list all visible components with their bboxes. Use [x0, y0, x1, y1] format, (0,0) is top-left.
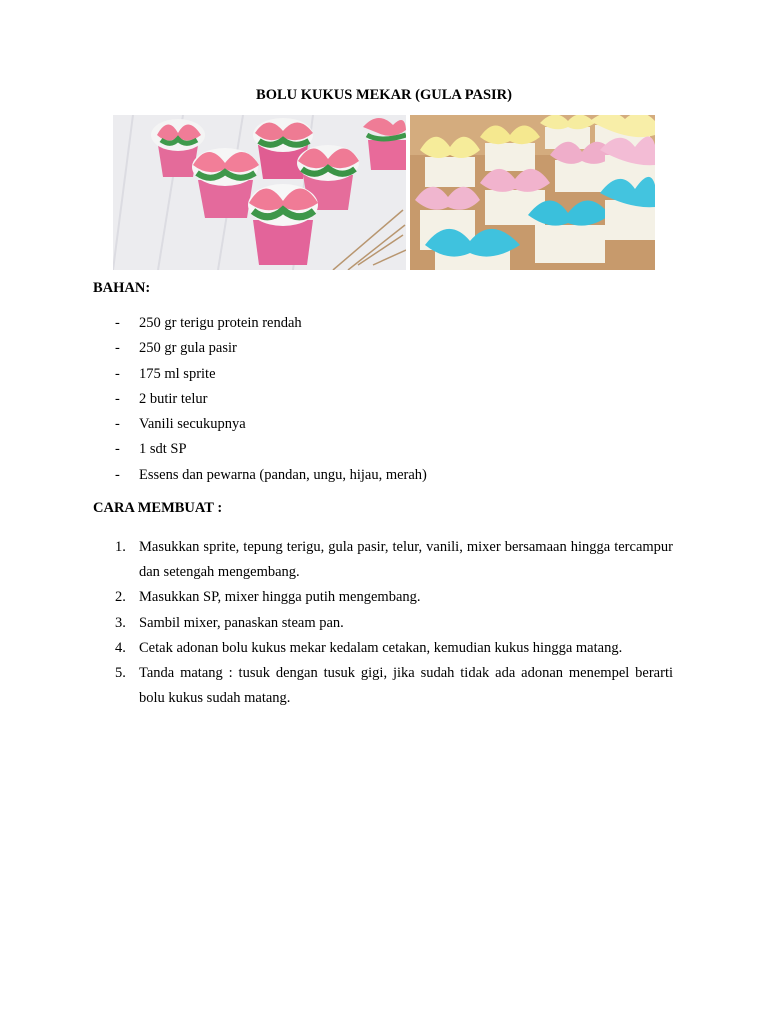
pastel-steamed-cupcakes-photo	[410, 115, 655, 270]
ingredient-text: 175 ml sprite	[139, 365, 216, 382]
step-number: 5.	[115, 665, 126, 682]
ingredients-list	[93, 313, 673, 490]
list-item	[93, 439, 673, 464]
list-item	[93, 585, 673, 610]
list-bullet: -	[115, 390, 120, 407]
step-text: Masukkan SP, mixer hingga putih mengembang.	[139, 589, 421, 606]
step-number: 4.	[115, 639, 126, 656]
step-text: Sambil mixer, panaskan steam pan.	[139, 614, 344, 631]
list-bullet: -	[115, 466, 120, 483]
ingredient-text: Essens dan pewarna (pandan, ungu, hijau, merah)	[139, 466, 427, 483]
list-bullet: -	[115, 340, 120, 357]
list-item	[93, 414, 673, 439]
list-item	[93, 465, 673, 490]
recipe-photos	[113, 115, 655, 270]
ingredient-text: Vanili secukupnya	[139, 416, 246, 433]
list-bullet: -	[115, 441, 120, 458]
step-text: Cetak adonan bolu kukus mekar kedalam cetakan, kemudian kukus hingga matang.	[139, 639, 623, 656]
steps-list	[93, 535, 673, 711]
list-bullet: -	[115, 416, 120, 433]
list-item	[93, 636, 673, 661]
list-bullet: -	[115, 365, 120, 382]
list-item	[93, 535, 673, 585]
steps-heading: CARA MEMBUAT :	[93, 500, 223, 516]
ingredients-heading: BAHAN:	[93, 280, 151, 296]
list-item	[93, 364, 673, 389]
step-text: Tanda matang : tusuk dengan tusuk gigi, jika sudah tidak ada adonan menempel berarti bolu kukus sudah matang.	[139, 665, 673, 707]
list-item	[93, 338, 673, 363]
list-item	[93, 313, 673, 338]
ingredient-text: 1 sdt SP	[139, 441, 187, 458]
step-number: 2.	[115, 589, 126, 606]
list-item	[93, 661, 673, 711]
list-item	[93, 611, 673, 636]
step-text: Masukkan sprite, tepung terigu, gula pasir, telur, vanili, mixer bersamaan hingga tercampur dan setengah mengembang.	[139, 539, 673, 581]
pink-green-steamed-cupcakes-photo	[113, 115, 406, 270]
ingredient-text: 250 gr gula pasir	[139, 340, 237, 357]
list-bullet: -	[115, 315, 120, 331]
ingredient-text: 2 butir telur	[139, 390, 208, 407]
step-number: 3.	[115, 614, 126, 631]
step-number: 1.	[115, 539, 126, 555]
ingredient-text: 250 gr terigu protein rendah	[139, 315, 302, 331]
list-item	[93, 389, 673, 414]
recipe-title: BOLU KUKUS MEKAR (GULA PASIR)	[256, 87, 512, 103]
